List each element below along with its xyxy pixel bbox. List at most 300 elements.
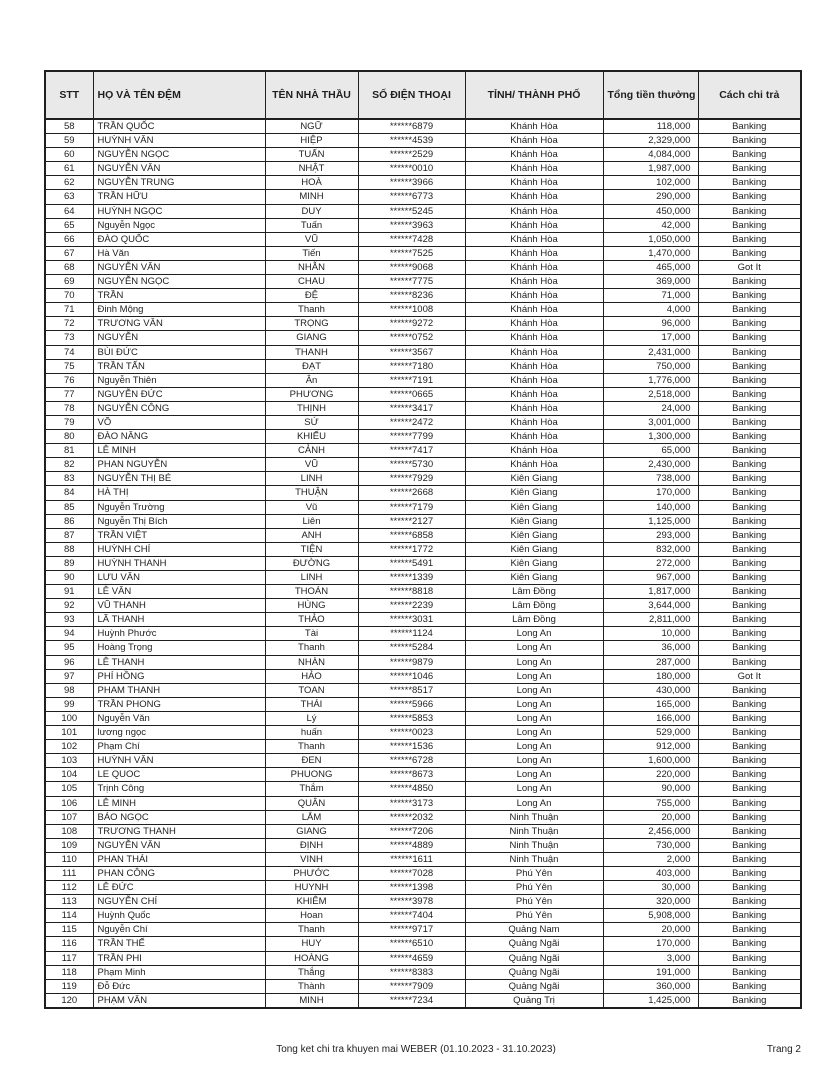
cell-contractor-name: CHAU (265, 275, 358, 289)
cell-full-name: PHAN THÁI (93, 852, 265, 866)
table-row (45, 796, 801, 810)
cell-full-name: NGUYỄN ĐỨC (93, 387, 265, 401)
cell-full-name: TRẦN VIỆT (93, 528, 265, 542)
header-stt: STT (45, 71, 93, 119)
cell-stt: 65 (45, 218, 93, 232)
cell-phone-number: ******3031 (358, 613, 465, 627)
cell-phone-number: ******7417 (358, 444, 465, 458)
cell-stt: 83 (45, 472, 93, 486)
table-row (45, 275, 801, 289)
cell-province: Kiên Giang (465, 486, 603, 500)
cell-stt: 58 (45, 119, 93, 134)
cell-contractor-name: Thắm (265, 782, 358, 796)
cell-province: Quảng Ngãi (465, 965, 603, 979)
cell-full-name: Đỗ Đức (93, 979, 265, 993)
cell-full-name: NGUYỄN VĂN (93, 260, 265, 274)
cell-stt: 59 (45, 134, 93, 148)
cell-stt: 103 (45, 754, 93, 768)
cell-phone-number: ******6773 (358, 190, 465, 204)
cell-phone-number: ******4539 (358, 134, 465, 148)
cell-payment-method: Banking (698, 119, 801, 134)
cell-phone-number: ******8383 (358, 965, 465, 979)
cell-total-reward: 1,776,000 (603, 373, 698, 387)
cell-stt: 104 (45, 768, 93, 782)
cell-phone-number: ******3978 (358, 895, 465, 909)
cell-payment-method: Banking (698, 500, 801, 514)
cell-total-reward: 730,000 (603, 838, 698, 852)
cell-payment-method: Banking (698, 275, 801, 289)
cell-stt: 77 (45, 387, 93, 401)
cell-phone-number: ******8673 (358, 768, 465, 782)
cell-total-reward: 529,000 (603, 726, 698, 740)
cell-province: Long An (465, 711, 603, 725)
table-row (45, 740, 801, 754)
cell-stt: 111 (45, 866, 93, 880)
cell-total-reward: 1,817,000 (603, 585, 698, 599)
table-row (45, 317, 801, 331)
cell-stt: 97 (45, 669, 93, 683)
cell-province: Long An (465, 627, 603, 641)
cell-stt: 119 (45, 979, 93, 993)
cell-payment-method: Banking (698, 246, 801, 260)
cell-full-name: TRẦN THẾ (93, 937, 265, 951)
cell-stt: 90 (45, 571, 93, 585)
cell-total-reward: 272,000 (603, 556, 698, 570)
cell-full-name: Phạm Chí (93, 740, 265, 754)
cell-payment-method: Banking (698, 556, 801, 570)
cell-stt: 94 (45, 627, 93, 641)
cell-province: Long An (465, 641, 603, 655)
cell-payment-method: Banking (698, 796, 801, 810)
cell-total-reward: 140,000 (603, 500, 698, 514)
table-row (45, 881, 801, 895)
cell-total-reward: 36,000 (603, 641, 698, 655)
cell-total-reward: 1,050,000 (603, 232, 698, 246)
cell-stt: 116 (45, 937, 93, 951)
cell-total-reward: 24,000 (603, 401, 698, 415)
cell-contractor-name: NHẪN (265, 260, 358, 274)
cell-full-name: VŨ THANH (93, 599, 265, 613)
cell-payment-method: Banking (698, 359, 801, 373)
cell-province: Long An (465, 796, 603, 810)
table-row (45, 260, 801, 274)
cell-total-reward: 287,000 (603, 655, 698, 669)
cell-contractor-name: THÁI (265, 697, 358, 711)
cell-stt: 95 (45, 641, 93, 655)
table-row (45, 585, 801, 599)
cell-contractor-name: TRỌNG (265, 317, 358, 331)
cell-payment-method: Banking (698, 514, 801, 528)
table-row (45, 204, 801, 218)
cell-full-name: LE QUOC (93, 768, 265, 782)
cell-stt: 67 (45, 246, 93, 260)
cell-payment-method: Banking (698, 627, 801, 641)
cell-full-name: HUỲNH VĂN (93, 754, 265, 768)
cell-total-reward: 102,000 (603, 176, 698, 190)
cell-payment-method: Banking (698, 204, 801, 218)
cell-full-name: ĐÀO QUỐC (93, 232, 265, 246)
cell-total-reward: 42,000 (603, 218, 698, 232)
cell-payment-method: Banking (698, 711, 801, 725)
table-row (45, 331, 801, 345)
cell-stt: 107 (45, 810, 93, 824)
cell-province: Khánh Hòa (465, 458, 603, 472)
cell-total-reward: 90,000 (603, 782, 698, 796)
cell-total-reward: 71,000 (603, 289, 698, 303)
cell-stt: 74 (45, 345, 93, 359)
cell-phone-number: ******8517 (358, 683, 465, 697)
cell-contractor-name: THOÁN (265, 585, 358, 599)
cell-contractor-name: Thành (265, 979, 358, 993)
cell-phone-number: ******7180 (358, 359, 465, 373)
cell-full-name: NGUYỄN CÔNG (93, 401, 265, 415)
cell-full-name: NGUYỄN CHÍ (93, 895, 265, 909)
cell-phone-number: ******4659 (358, 951, 465, 965)
cell-contractor-name: Thanh (265, 641, 358, 655)
cell-payment-method: Banking (698, 415, 801, 429)
cell-total-reward: 166,000 (603, 711, 698, 725)
cell-stt: 66 (45, 232, 93, 246)
cell-full-name: NGUYỄN NGỌC (93, 275, 265, 289)
cell-payment-method: Banking (698, 387, 801, 401)
cell-payment-method: Banking (698, 134, 801, 148)
cell-phone-number: ******2239 (358, 599, 465, 613)
cell-payment-method: Banking (698, 923, 801, 937)
cell-phone-number: ******7404 (358, 909, 465, 923)
cell-province: Khánh Hòa (465, 204, 603, 218)
cell-stt: 75 (45, 359, 93, 373)
cell-province: Long An (465, 697, 603, 711)
cell-full-name: NGUYỄN VĂN (93, 838, 265, 852)
table-row (45, 726, 801, 740)
cell-stt: 101 (45, 726, 93, 740)
cell-province: Kiên Giang (465, 542, 603, 556)
cell-full-name: BÙI ĐỨC (93, 345, 265, 359)
cell-full-name: BÁO NGỌC (93, 810, 265, 824)
cell-phone-number: ******9068 (358, 260, 465, 274)
cell-province: Quảng Ngãi (465, 937, 603, 951)
cell-contractor-name: Tiến (265, 246, 358, 260)
cell-payment-method: Banking (698, 951, 801, 965)
cell-payment-method: Banking (698, 993, 801, 1008)
rewards-table (44, 70, 802, 1009)
cell-phone-number: ******2668 (358, 486, 465, 500)
cell-province: Phú Yên (465, 881, 603, 895)
cell-phone-number: ******7909 (358, 979, 465, 993)
table-row (45, 711, 801, 725)
cell-stt: 108 (45, 824, 93, 838)
cell-stt: 63 (45, 190, 93, 204)
cell-full-name: LÊ VĂN (93, 585, 265, 599)
cell-province: Quảng Trị (465, 993, 603, 1008)
table-row (45, 641, 801, 655)
cell-province: Khánh Hòa (465, 232, 603, 246)
cell-phone-number: ******1124 (358, 627, 465, 641)
cell-payment-method: Banking (698, 148, 801, 162)
footer-page-number: Trang 2 (766, 1044, 801, 1055)
cell-payment-method: Banking (698, 979, 801, 993)
cell-phone-number: ******0665 (358, 387, 465, 401)
cell-total-reward: 170,000 (603, 486, 698, 500)
cell-payment-method: Banking (698, 852, 801, 866)
cell-stt: 64 (45, 204, 93, 218)
cell-province: Phú Yên (465, 909, 603, 923)
cell-contractor-name: NHẬT (265, 162, 358, 176)
cell-total-reward: 290,000 (603, 190, 698, 204)
cell-phone-number: ******2529 (358, 148, 465, 162)
cell-total-reward: 5,908,000 (603, 909, 698, 923)
cell-contractor-name: HOÀNG (265, 951, 358, 965)
cell-full-name: ĐÀO NĂNG (93, 430, 265, 444)
cell-province: Long An (465, 754, 603, 768)
cell-stt: 106 (45, 796, 93, 810)
table-row (45, 613, 801, 627)
table-row (45, 359, 801, 373)
cell-payment-method: Banking (698, 965, 801, 979)
cell-phone-number: ******0752 (358, 331, 465, 345)
cell-province: Quảng Ngãi (465, 979, 603, 993)
cell-total-reward: 20,000 (603, 923, 698, 937)
cell-full-name: Hoàng Trọng (93, 641, 265, 655)
cell-contractor-name: ĐẠT (265, 359, 358, 373)
cell-phone-number: ******5853 (358, 711, 465, 725)
table-row (45, 951, 801, 965)
cell-contractor-name: PHƯỚC (265, 866, 358, 880)
table-body (45, 119, 801, 1008)
cell-payment-method: Banking (698, 444, 801, 458)
table-row (45, 415, 801, 429)
table-row (45, 289, 801, 303)
cell-total-reward: 1,125,000 (603, 514, 698, 528)
cell-phone-number: ******3417 (358, 401, 465, 415)
cell-total-reward: 1,600,000 (603, 754, 698, 768)
table-row (45, 500, 801, 514)
cell-phone-number: ******6728 (358, 754, 465, 768)
cell-full-name: NGUYỄN NGỌC (93, 148, 265, 162)
cell-phone-number: ******7028 (358, 866, 465, 880)
cell-total-reward: 2,456,000 (603, 824, 698, 838)
cell-stt: 76 (45, 373, 93, 387)
cell-payment-method: Banking (698, 838, 801, 852)
cell-stt: 92 (45, 599, 93, 613)
cell-province: Kiên Giang (465, 500, 603, 514)
cell-contractor-name: KHIẾU (265, 430, 358, 444)
table-row (45, 387, 801, 401)
cell-phone-number: ******6879 (358, 119, 465, 134)
cell-province: Khánh Hòa (465, 345, 603, 359)
table-row (45, 542, 801, 556)
cell-contractor-name: PHƯƠNG (265, 387, 358, 401)
table-row (45, 162, 801, 176)
cell-phone-number: ******2032 (358, 810, 465, 824)
cell-payment-method: Banking (698, 232, 801, 246)
cell-phone-number: ******7775 (358, 275, 465, 289)
cell-phone-number: ******7799 (358, 430, 465, 444)
cell-contractor-name: Liên (265, 514, 358, 528)
cell-province: Khánh Hòa (465, 289, 603, 303)
cell-full-name: TRẦN PHI (93, 951, 265, 965)
cell-payment-method: Banking (698, 331, 801, 345)
cell-payment-method: Banking (698, 571, 801, 585)
cell-stt: 80 (45, 430, 93, 444)
cell-phone-number: ******7428 (358, 232, 465, 246)
cell-contractor-name: KHIÊM (265, 895, 358, 909)
cell-full-name: PHAN CÔNG (93, 866, 265, 880)
cell-payment-method: Banking (698, 599, 801, 613)
cell-full-name: Nguyễn Văn (93, 711, 265, 725)
cell-phone-number: ******3966 (358, 176, 465, 190)
cell-full-name: LÊ MINH (93, 444, 265, 458)
cell-payment-method: Banking (698, 190, 801, 204)
table-row (45, 754, 801, 768)
table-row (45, 895, 801, 909)
cell-total-reward: 96,000 (603, 317, 698, 331)
cell-phone-number: ******0023 (358, 726, 465, 740)
cell-contractor-name: PHUONG (265, 768, 358, 782)
cell-province: Khánh Hòa (465, 401, 603, 415)
cell-contractor-name: huấn (265, 726, 358, 740)
cell-total-reward: 1,470,000 (603, 246, 698, 260)
table-row (45, 556, 801, 570)
cell-total-reward: 30,000 (603, 881, 698, 895)
cell-total-reward: 320,000 (603, 895, 698, 909)
cell-full-name: PHÍ HỒNG (93, 669, 265, 683)
cell-full-name: Huỳnh Quốc (93, 909, 265, 923)
cell-province: Phú Yên (465, 895, 603, 909)
cell-province: Khánh Hòa (465, 331, 603, 345)
cell-contractor-name: Ân (265, 373, 358, 387)
cell-total-reward: 430,000 (603, 683, 698, 697)
cell-stt: 117 (45, 951, 93, 965)
cell-total-reward: 2,000 (603, 852, 698, 866)
cell-stt: 118 (45, 965, 93, 979)
cell-total-reward: 4,000 (603, 303, 698, 317)
footer-summary-text: Tong ket chi tra khuyen mai WEBER (01.10.2023 - 31.10.2023) (276, 1044, 556, 1055)
cell-full-name: LÊ THANH (93, 655, 265, 669)
cell-contractor-name: Lý (265, 711, 358, 725)
table-row (45, 514, 801, 528)
cell-full-name: HUỲNH THANH (93, 556, 265, 570)
cell-contractor-name: HẢO (265, 669, 358, 683)
cell-full-name: Nguyễn Chí (93, 923, 265, 937)
cell-total-reward: 1,425,000 (603, 993, 698, 1008)
table-row (45, 373, 801, 387)
cell-contractor-name: THẢO (265, 613, 358, 627)
cell-province: Quảng Nam (465, 923, 603, 937)
cell-phone-number: ******6510 (358, 937, 465, 951)
cell-full-name: Phạm Minh (93, 965, 265, 979)
cell-payment-method: Banking (698, 458, 801, 472)
cell-total-reward: 180,000 (603, 669, 698, 683)
cell-stt: 110 (45, 852, 93, 866)
cell-phone-number: ******8236 (358, 289, 465, 303)
cell-stt: 84 (45, 486, 93, 500)
cell-stt: 85 (45, 500, 93, 514)
table-header (45, 71, 801, 119)
cell-total-reward: 191,000 (603, 965, 698, 979)
cell-contractor-name: NHÀN (265, 655, 358, 669)
cell-phone-number: ******4850 (358, 782, 465, 796)
table-row (45, 768, 801, 782)
cell-full-name: LƯU VĂN (93, 571, 265, 585)
cell-province: Khánh Hòa (465, 176, 603, 190)
cell-phone-number: ******2127 (358, 514, 465, 528)
cell-contractor-name: Thanh (265, 303, 358, 317)
table-row (45, 810, 801, 824)
header-phone-number: SỐ ĐIỆN THOẠI (358, 71, 465, 119)
cell-full-name: VÕ (93, 415, 265, 429)
cell-province: Khánh Hòa (465, 134, 603, 148)
cell-stt: 99 (45, 697, 93, 711)
cell-stt: 105 (45, 782, 93, 796)
cell-province: Long An (465, 683, 603, 697)
cell-province: Lâm Đồng (465, 599, 603, 613)
cell-phone-number: ******3567 (358, 345, 465, 359)
cell-province: Phú Yên (465, 866, 603, 880)
cell-phone-number: ******5966 (358, 697, 465, 711)
cell-full-name: NGUYỄN TRUNG (93, 176, 265, 190)
cell-total-reward: 2,430,000 (603, 458, 698, 472)
cell-total-reward: 755,000 (603, 796, 698, 810)
cell-province: Khánh Hòa (465, 430, 603, 444)
cell-stt: 78 (45, 401, 93, 415)
cell-total-reward: 2,811,000 (603, 613, 698, 627)
cell-total-reward: 403,000 (603, 866, 698, 880)
cell-total-reward: 20,000 (603, 810, 698, 824)
header-row (45, 71, 801, 119)
cell-province: Khánh Hòa (465, 275, 603, 289)
cell-payment-method: Banking (698, 289, 801, 303)
cell-contractor-name: HOÀ (265, 176, 358, 190)
cell-stt: 61 (45, 162, 93, 176)
cell-contractor-name: HUY (265, 937, 358, 951)
cell-total-reward: 17,000 (603, 331, 698, 345)
cell-payment-method: Banking (698, 542, 801, 556)
cell-contractor-name: ĐỆ (265, 289, 358, 303)
cell-contractor-name: ĐỊNH (265, 838, 358, 852)
cell-contractor-name: VŨ (265, 232, 358, 246)
cell-province: Kiên Giang (465, 571, 603, 585)
cell-phone-number: ******5491 (358, 556, 465, 570)
cell-total-reward: 450,000 (603, 204, 698, 218)
table-row (45, 148, 801, 162)
cell-province: Quảng Ngãi (465, 951, 603, 965)
cell-payment-method: Banking (698, 782, 801, 796)
cell-total-reward: 2,518,000 (603, 387, 698, 401)
cell-total-reward: 1,300,000 (603, 430, 698, 444)
cell-province: Lâm Đồng (465, 585, 603, 599)
cell-province: Long An (465, 669, 603, 683)
cell-phone-number: ******5284 (358, 641, 465, 655)
cell-total-reward: 165,000 (603, 697, 698, 711)
cell-total-reward: 3,000 (603, 951, 698, 965)
cell-contractor-name: MINH (265, 993, 358, 1008)
cell-province: Ninh Thuận (465, 810, 603, 824)
cell-stt: 88 (45, 542, 93, 556)
cell-payment-method: Banking (698, 345, 801, 359)
cell-full-name: Đinh Mộng (93, 303, 265, 317)
table-row (45, 119, 801, 134)
cell-total-reward: 465,000 (603, 260, 698, 274)
cell-payment-method: Banking (698, 430, 801, 444)
cell-stt: 113 (45, 895, 93, 909)
cell-payment-method: Banking (698, 683, 801, 697)
cell-province: Khánh Hòa (465, 359, 603, 373)
cell-total-reward: 369,000 (603, 275, 698, 289)
table-row (45, 246, 801, 260)
cell-province: Khánh Hòa (465, 162, 603, 176)
cell-contractor-name: VŨ (265, 458, 358, 472)
